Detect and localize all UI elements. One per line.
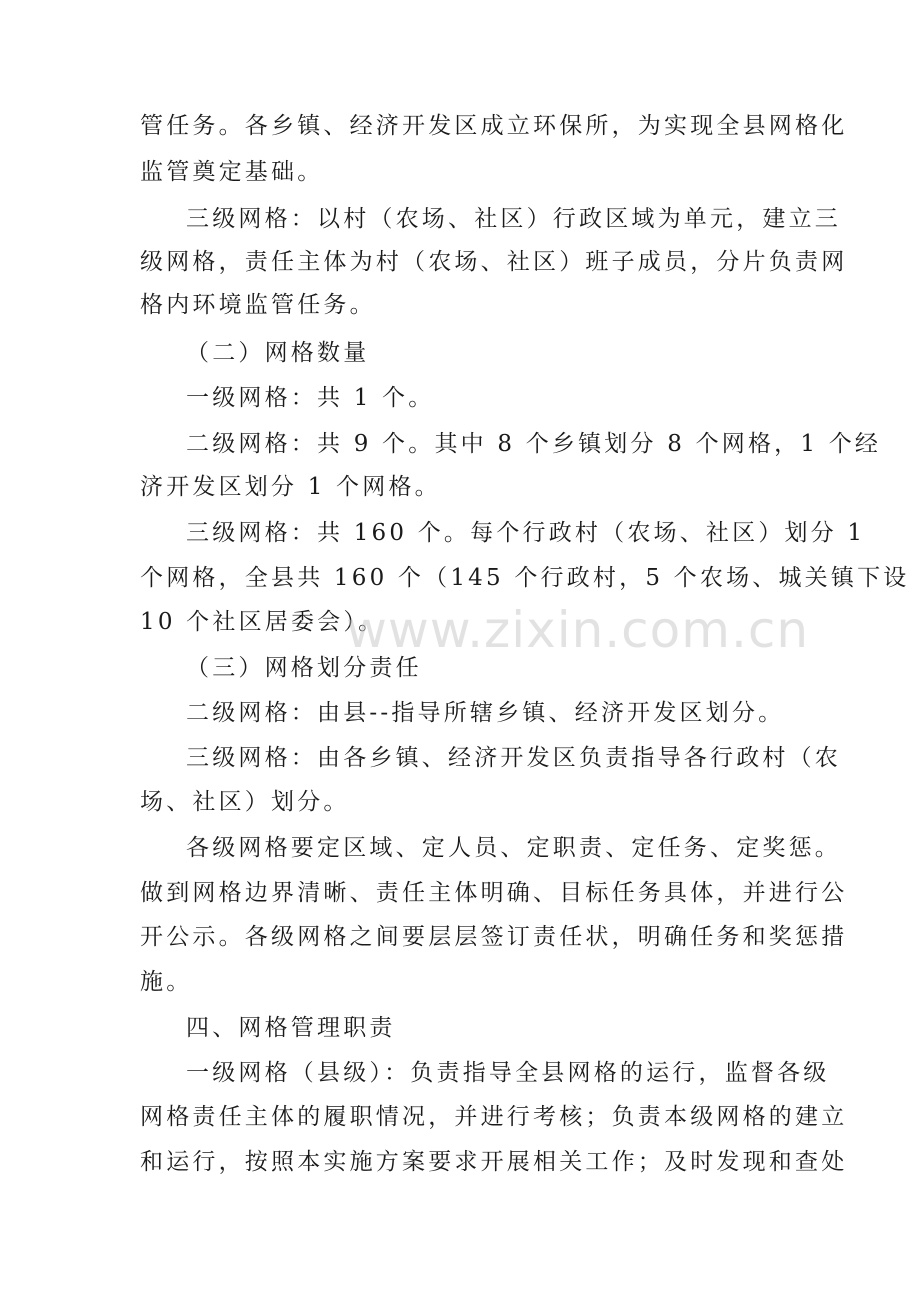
paragraph-line: 一级网格（县级）：负责指导全县网格的运行，监督各级	[186, 1060, 830, 1086]
paragraph-line: 网格责任主体的履职情况，并进行考核；负责本级网格的建立	[140, 1104, 848, 1130]
paragraph-line: 场、社区）划分。	[140, 789, 350, 815]
paragraph-line: 格内环境监管任务。	[140, 292, 376, 318]
paragraph-line: 施。	[140, 969, 193, 995]
paragraph-line: 级网格，责任主体为村（农场、社区）班子成员，分片负责网	[140, 249, 848, 275]
paragraph-line: 做到网格边界清晰、责任主体明确、目标任务具体，并进行公	[140, 880, 848, 906]
watermark-text: www.zixin.com.cn	[346, 601, 810, 659]
section-heading: （二）网格数量	[186, 340, 370, 366]
paragraph-line: 开公示。各级网格之间要层层签订责任状，明确任务和奖惩措	[140, 924, 848, 950]
section-heading: （三）网格划分责任	[186, 655, 422, 681]
paragraph-line: 个网格，全县共 160 个（145 个行政村，5 个农场、城关镇下设	[140, 565, 910, 591]
paragraph-line: 一级网格：共 1 个。	[186, 385, 435, 411]
paragraph-line: 各级网格要定区域、定人员、定职责、定任务、定奖惩。	[186, 835, 841, 861]
paragraph-line: 监管奠定基础。	[140, 159, 324, 185]
paragraph-line: 10 个社区居委会）。	[140, 609, 385, 635]
section-heading: 四、网格管理职责	[186, 1015, 396, 1041]
paragraph-line: 三级网格：以村（农场、社区）行政区域为单元，建立三	[186, 206, 841, 232]
paragraph-line: 和运行，按照本实施方案要求开展相关工作；及时发现和查处	[140, 1149, 848, 1175]
paragraph-line: 二级网格：由县--指导所辖乡镇、经济开发区划分。	[186, 700, 785, 726]
paragraph-line: 济开发区划分 1 个网格。	[140, 474, 441, 500]
paragraph-line: 二级网格：共 9 个。其中 8 个乡镇划分 8 个网格，1 个经	[186, 431, 882, 457]
paragraph-line: 三级网格：由各乡镇、经济开发区负责指导各行政村（农	[186, 745, 841, 771]
paragraph-line: 三级网格：共 160 个。每个行政村（农场、社区）划分 1	[186, 520, 866, 546]
paragraph-line: 管任务。各乡镇、经济开发区成立环保所，为实现全县网格化	[140, 113, 848, 139]
